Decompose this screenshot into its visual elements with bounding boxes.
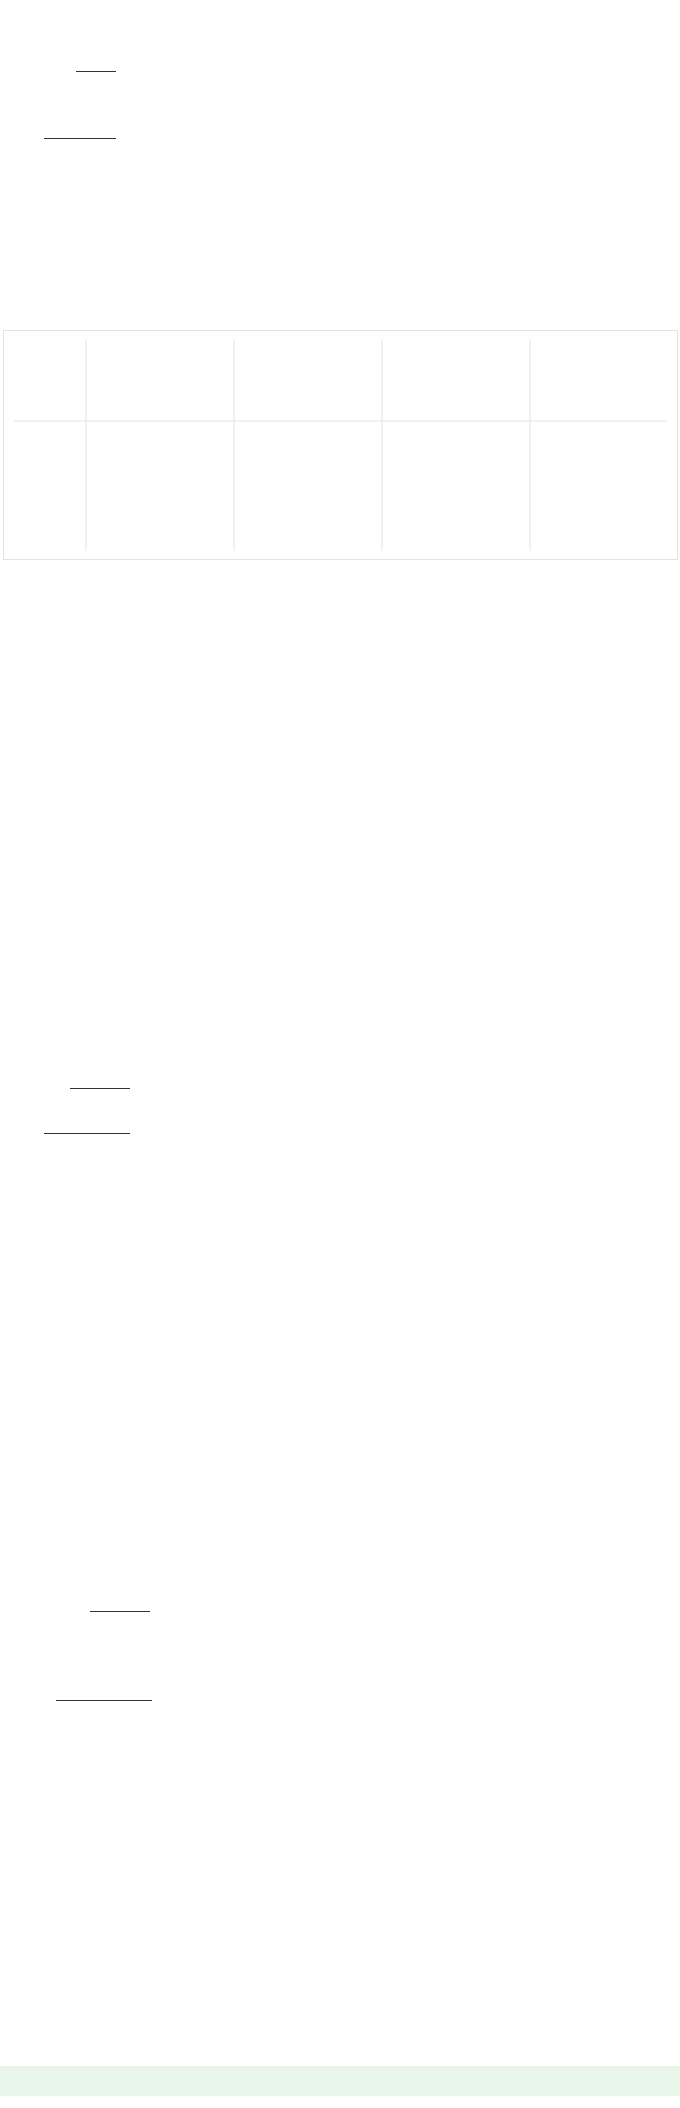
table-grid: [4, 331, 677, 559]
calc3-sum-line: [56, 1700, 152, 1701]
footer-banner: [0, 2066, 680, 2096]
calc1-sum-line: [44, 138, 116, 139]
calc3-line: [90, 1611, 150, 1612]
calc1-line: [76, 71, 116, 72]
calc2-sum-line: [44, 1133, 130, 1134]
calc2-line: [70, 1088, 130, 1089]
place-value-table: [3, 330, 678, 560]
